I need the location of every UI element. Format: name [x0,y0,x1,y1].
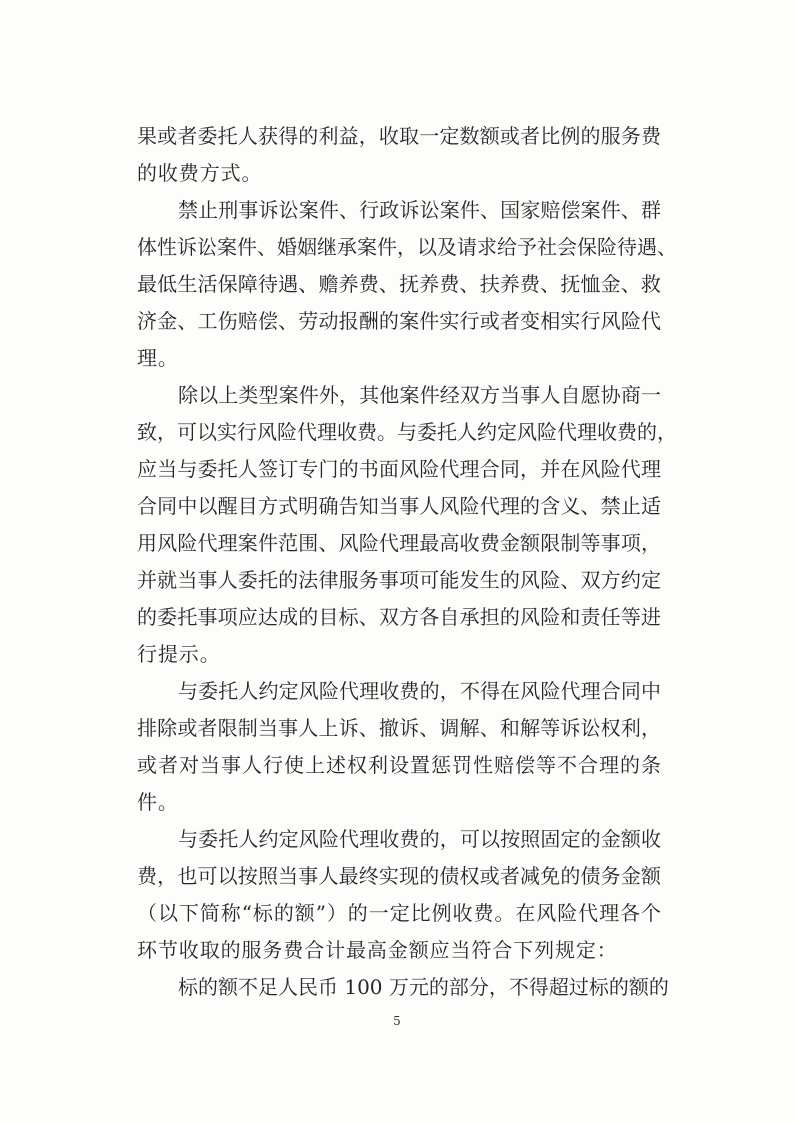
paragraph-4 [137,673,661,821]
text-line: 的收费方式。 [137,161,263,185]
paragraph-3 [137,377,677,673]
text-line: 排除或者限制当事人上诉、撤诉、调解、和解等诉讼权利， [137,716,661,740]
paragraph-6 [137,969,669,1006]
body-text [137,118,677,1006]
text-line: （以下简称“标的额”）的一定比例收费。在风险代理各个 [137,901,661,925]
text-line: 件。 [137,790,179,814]
text-line: 合同中以醒目方式明确告知当事人风险代理的含义、禁止适 [137,494,661,518]
text-line: 或者对当事人行使上述权利设置惩罚性赔偿等不合理的条 [137,753,661,777]
text-line: 行提示。 [137,642,221,666]
text-line: 与委托人约定风险代理收费的，可以按照固定的金额收 [178,827,661,851]
paragraph-5 [137,821,661,969]
text-line: 体性诉讼案件、婚姻继承案件，以及请求给予社会保险待遇、 [137,235,677,259]
text-line: 标的额不足人民币 100 万元的部分，不得超过标的额的 [178,975,669,999]
text-line: 果或者委托人获得的利益，收取一定数额或者比例的服务费 [137,124,661,148]
page-number: 5 [393,1014,401,1028]
text-line: 环节收取的服务费合计最高金额应当符合下列规定： [137,938,618,962]
text-line: 的委托事项应达成的目标、双方各自承担的风险和责任等进 [137,605,661,629]
paragraph-1 [137,118,661,192]
text-line: 济金、工伤赔偿、劳动报酬的案件实行或者变相实行风险代 [137,309,661,333]
text-line: 最低生活保障待遇、赡养费、抚养费、扶养费、抚恤金、救 [137,272,661,296]
text-line: 用风险代理案件范围、风险代理最高收费金额限制等事项， [137,531,661,555]
text-line: 除以上类型案件外，其他案件经双方当事人自愿协商一 [178,383,661,407]
text-line: 与委托人约定风险代理收费的，不得在风险代理合同中 [178,679,661,703]
text-line: 费，也可以按照当事人最终实现的债权或者减免的债务金额 [137,864,661,888]
text-line: 禁止刑事诉讼案件、行政诉讼案件、国家赔偿案件、群 [178,198,661,222]
text-line: 致，可以实行风险代理收费。与委托人约定风险代理收费的， [137,420,677,444]
text-line: 应当与委托人签订专门的书面风险代理合同，并在风险代理 [137,457,661,481]
text-line: 并就当事人委托的法律服务事项可能发生的风险、双方约定 [137,568,661,592]
paragraph-2 [137,192,677,377]
text-line: 理。 [137,346,179,370]
